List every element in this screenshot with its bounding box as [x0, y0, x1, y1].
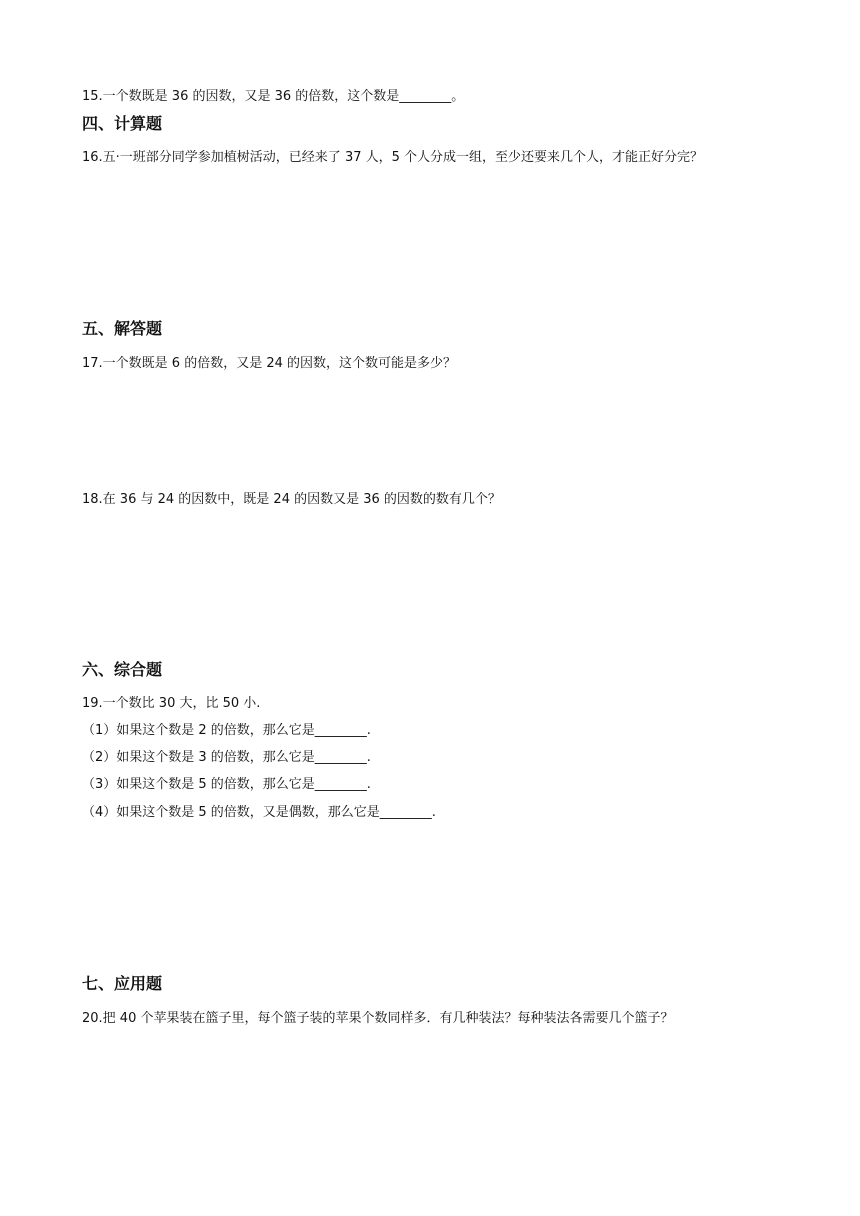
- section-heading-answer: 五、解答题: [82, 319, 163, 338]
- question-19-part-3: （3）如果这个数是 5 的倍数，那么它是________.: [82, 777, 371, 792]
- question-17: 17.一个数既是 6 的倍数，又是 24 的因数，这个数可能是多少？: [82, 356, 457, 371]
- question-16: 16.五·一班部分同学参加植树活动，已经来了 37 人，5 个人分成一组，至少还要来几个人，才能正好分完？: [82, 150, 704, 165]
- question-18: 18.在 36 与 24 的因数中，既是 24 的因数又是 36 的因数的数有几个？: [82, 492, 501, 507]
- question-19: 19.一个数比 30 大，比 50 小.: [82, 696, 261, 711]
- question-20: 20.把 40 个苹果装在篮子里，每个篮子装的苹果个数同样多．有几种装法？每种装法各需要几个篮子？: [82, 1011, 674, 1026]
- section-heading-application: 七、应用题: [82, 974, 163, 993]
- question-19-part-4: （4）如果这个数是 5 的倍数，又是偶数，那么它是________.: [82, 805, 436, 820]
- section-heading-calculation: 四、计算题: [82, 114, 163, 133]
- question-19-part-2: （2）如果这个数是 3 的倍数，那么它是________.: [82, 750, 371, 765]
- question-19-part-1: （1）如果这个数是 2 的倍数，那么它是________.: [82, 723, 371, 738]
- section-heading-comprehensive: 六、综合题: [82, 660, 163, 679]
- question-15: 15.一个数既是 36 的因数，又是 36 的倍数，这个数是________。: [82, 89, 465, 104]
